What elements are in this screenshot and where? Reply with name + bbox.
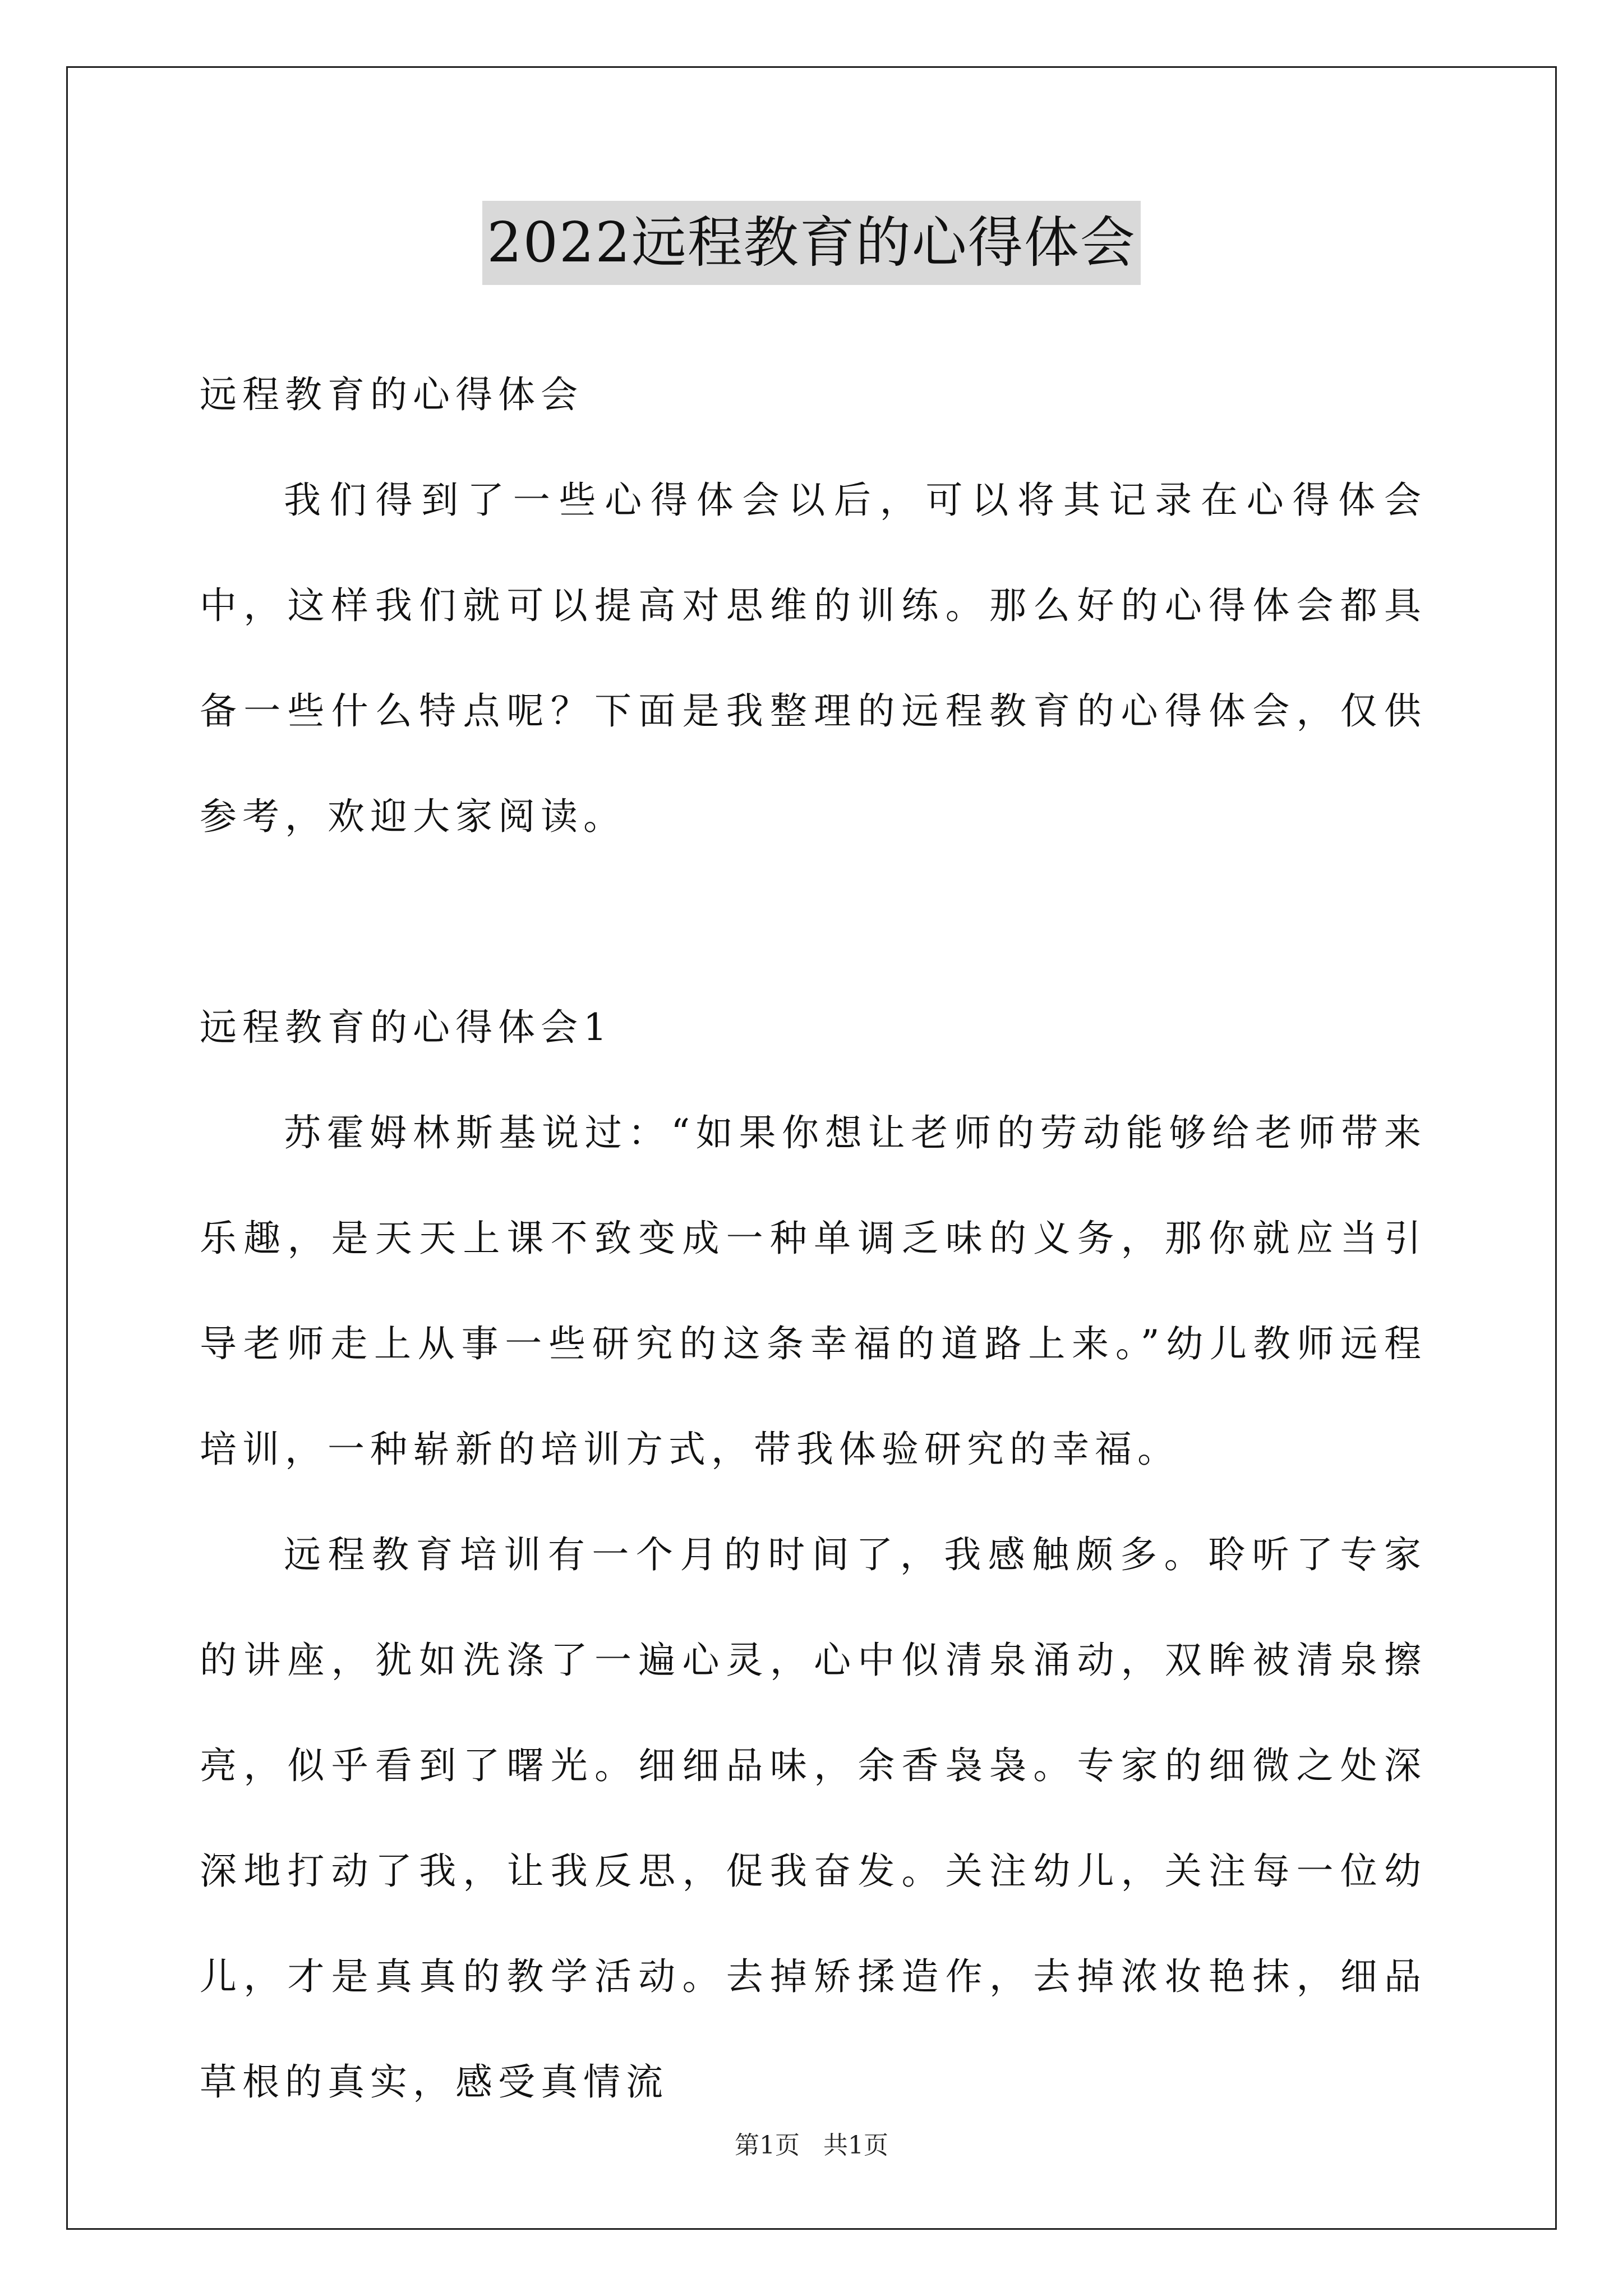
document-title: 2022远程教育的心得体会: [482, 201, 1140, 285]
page-footer: 第1页 共1页: [735, 2131, 888, 2160]
title-container: [0, 201, 1623, 285]
intro-paragraph: 我们得到了一些心得体会以后，可以将其记录在心得体会中，这样我们就可以提高对思维的训练。那么好的心得体会都具备一些什么特点呢？下面是我整理的远程教育的心得体会，仅供参考，欢迎大家阅读。: [200, 478, 1427, 838]
section-1-paragraph-1: 苏霍姆林斯基说过：“如果你想让老师的劳动能够给老师带来乐趣，是天天上课不致变成一种单调乏味的义务，那你就应当引导老师走上从事一些研究的这条幸福的道路上来。”幼儿教师远程培训，一种崭新的培训方式，带我体验研究的幸福。: [200, 1111, 1427, 1471]
section-1-paragraph-2: 远程教育培训有一个月的时间了，我感触颇多。聆听了专家的讲座，犹如洗涤了一遍心灵，心中似清泉涌动，双眸被清泉擦亮，似乎看到了曙光。细细品味，余香袅袅。专家的细微之处深深地打动了我，让我反思，促我奋发。关注幼儿，关注每一位幼儿，才是真真的教学活动。去掉矫揉造作，去掉浓妆艳抹，细品草根的真实，感受真情流: [200, 1533, 1427, 2104]
intro-heading: 远程教育的心得体会: [200, 373, 583, 416]
section-1-heading: 远程教育的心得体会1: [200, 1006, 612, 1049]
document-body: [200, 342, 1427, 2135]
